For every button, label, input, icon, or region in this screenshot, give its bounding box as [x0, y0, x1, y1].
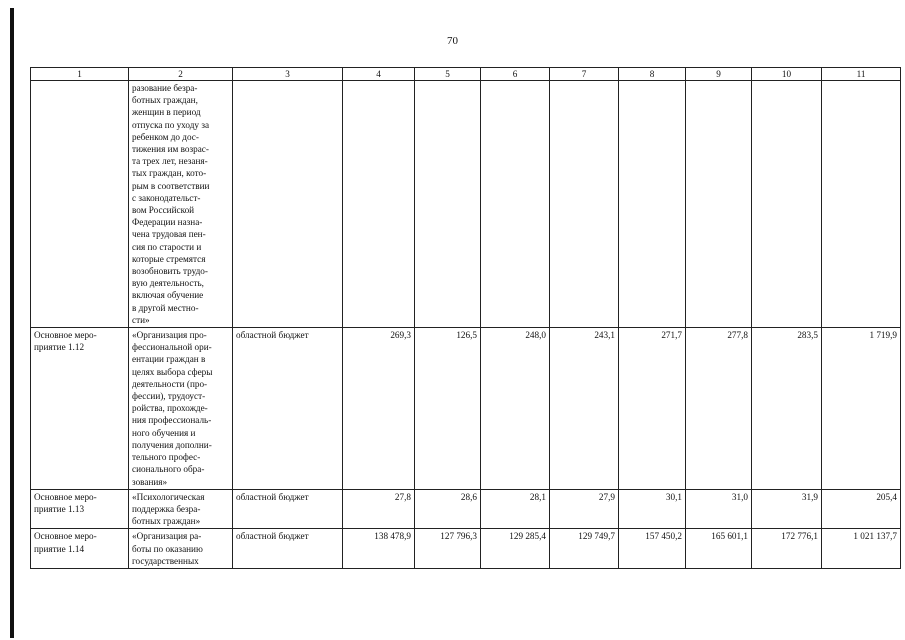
measure-description-cell-line: тельного профес-: [132, 452, 201, 463]
measure-description-cell-line: «Организация про-: [132, 330, 207, 341]
funding-source-cell: [233, 81, 343, 328]
measure-name-cell-line: Основное меро-: [34, 531, 97, 542]
amount-cell: 157 450,2: [619, 529, 686, 569]
amount-cell: [343, 81, 415, 328]
column-header: 5: [415, 68, 481, 81]
measure-description-cell-line: получения дополни-: [132, 439, 212, 450]
funding-source-cell: областной бюджет: [233, 328, 343, 490]
column-header: 2: [129, 68, 233, 81]
column-header: 4: [343, 68, 415, 81]
amount-cell: 205,4: [822, 489, 901, 529]
measure-name-cell: [31, 489, 129, 529]
measure-description-cell-line: чена трудовая пен-: [132, 229, 206, 240]
measure-description-cell-line: боты по оказанию: [132, 543, 203, 554]
measure-description-cell-line: в другой местно-: [132, 302, 199, 313]
amount-cell: 129 749,7: [550, 529, 619, 569]
measure-description-cell-line: разование безра-: [132, 83, 198, 93]
measure-description-cell-line: вом Российской: [132, 205, 195, 216]
measure-description-cell-line: ботных граждан,: [132, 95, 198, 106]
amount-cell: 27,8: [343, 489, 415, 529]
amount-cell: [415, 81, 481, 328]
measure-description-cell-line: сионального обра-: [132, 464, 205, 475]
amount-cell: 1 021 137,7: [822, 529, 901, 569]
table-row: [31, 489, 901, 529]
funding-source-cell: областной бюджет: [233, 489, 343, 529]
table-row: [31, 529, 901, 569]
measure-description-cell-line: возобновить трудо-: [132, 266, 208, 277]
measure-description-cell-line: рым в соответствии: [132, 180, 210, 191]
measure-description-cell: [129, 489, 233, 529]
measure-description-cell-line: зования»: [132, 476, 168, 487]
measure-description-cell-line: которые стремятся: [132, 253, 206, 264]
measure-description-cell: [129, 529, 233, 569]
funding-source-cell: областной бюджет: [233, 529, 343, 569]
amount-cell: 138 478,9: [343, 529, 415, 569]
amount-cell: [619, 81, 686, 328]
table-row: [31, 81, 901, 328]
amount-cell: 172 776,1: [752, 529, 822, 569]
amount-cell: 127 796,3: [415, 529, 481, 569]
measure-description-cell-line: та трех лет, незаня-: [132, 156, 208, 167]
measure-description-cell-line: женщин в период: [132, 107, 201, 118]
amount-cell: [752, 81, 822, 328]
amount-cell: 165 601,1: [686, 529, 752, 569]
measure-name-cell: [31, 81, 129, 328]
amount-cell: 28,1: [481, 489, 550, 529]
measure-description-cell-line: включая обучение: [132, 290, 204, 301]
binding-edge-bar: [10, 8, 14, 638]
amount-cell: 248,0: [481, 328, 550, 490]
column-header: 8: [619, 68, 686, 81]
measure-description-cell: [129, 81, 233, 328]
measure-description-cell-line: ройства, прохожде-: [132, 403, 208, 414]
column-header: 1: [31, 68, 129, 81]
amount-cell: [822, 81, 901, 328]
column-header: 7: [550, 68, 619, 81]
measure-description-cell-line: сия по старости и: [132, 241, 202, 252]
amount-cell: 129 285,4: [481, 529, 550, 569]
measure-description-cell-line: Федерации назна-: [132, 217, 203, 228]
amount-cell: 243,1: [550, 328, 619, 490]
measure-description-cell-line: сти»: [132, 314, 150, 325]
budget-table: [30, 67, 901, 569]
measure-description-cell-line: с законодательст-: [132, 192, 201, 203]
measure-description-cell: [129, 328, 233, 490]
column-header: 9: [686, 68, 752, 81]
amount-cell: 1 719,9: [822, 328, 901, 490]
measure-name-cell: [31, 529, 129, 569]
measure-name-cell-line: Основное меро-: [34, 491, 97, 502]
measure-description-cell-line: деятельности (про-: [132, 378, 208, 389]
measure-name-cell-line: приятие 1.14: [34, 543, 85, 554]
amount-cell: 28,6: [415, 489, 481, 529]
amount-cell: 27,9: [550, 489, 619, 529]
measure-name-cell: [31, 328, 129, 490]
measure-description-cell-line: фессии), трудоуст-: [132, 391, 206, 402]
amount-cell: 269,3: [343, 328, 415, 490]
amount-cell: 277,8: [686, 328, 752, 490]
column-number-row: [31, 68, 901, 81]
measure-description-cell-line: ния профессиональ-: [132, 415, 212, 426]
table-row: [31, 328, 901, 490]
page-number: 70: [447, 35, 458, 47]
amount-cell: [550, 81, 619, 328]
measure-description-cell-line: ного обучения и: [132, 427, 196, 438]
amount-cell: 30,1: [619, 489, 686, 529]
measure-description-cell-line: «Организация ра-: [132, 531, 202, 542]
measure-name-cell-line: Основное меро-: [34, 330, 97, 341]
measure-description-cell-line: государственных: [132, 555, 199, 566]
column-header: 10: [752, 68, 822, 81]
measure-description-cell-line: ентации граждан в: [132, 354, 206, 365]
amount-cell: 283,5: [752, 328, 822, 490]
amount-cell: 271,7: [619, 328, 686, 490]
amount-cell: [481, 81, 550, 328]
measure-description-cell-line: вую деятельность,: [132, 278, 204, 289]
measure-description-cell-line: отпуска по уходу за: [132, 119, 210, 130]
measure-description-cell-line: ботных граждан»: [132, 516, 201, 527]
amount-cell: 31,9: [752, 489, 822, 529]
column-header: 11: [822, 68, 901, 81]
amount-cell: 31,0: [686, 489, 752, 529]
measure-name-cell-line: приятие 1.12: [34, 342, 85, 353]
measure-description-cell-line: целях выбора сферы: [132, 366, 213, 377]
measure-name-cell-line: приятие 1.13: [34, 503, 85, 514]
column-header: 6: [481, 68, 550, 81]
measure-description-cell-line: «Психологическая: [132, 491, 205, 502]
column-header: 3: [233, 68, 343, 81]
amount-cell: [686, 81, 752, 328]
measure-description-cell-line: тых граждан, кото-: [132, 168, 207, 179]
measure-description-cell-line: тижения им возрас-: [132, 144, 209, 155]
measure-description-cell-line: ребенком до дос-: [132, 131, 199, 142]
measure-description-cell-line: фессиональной ори-: [132, 342, 212, 353]
amount-cell: 126,5: [415, 328, 481, 490]
measure-description-cell-line: поддержка безра-: [132, 503, 201, 514]
